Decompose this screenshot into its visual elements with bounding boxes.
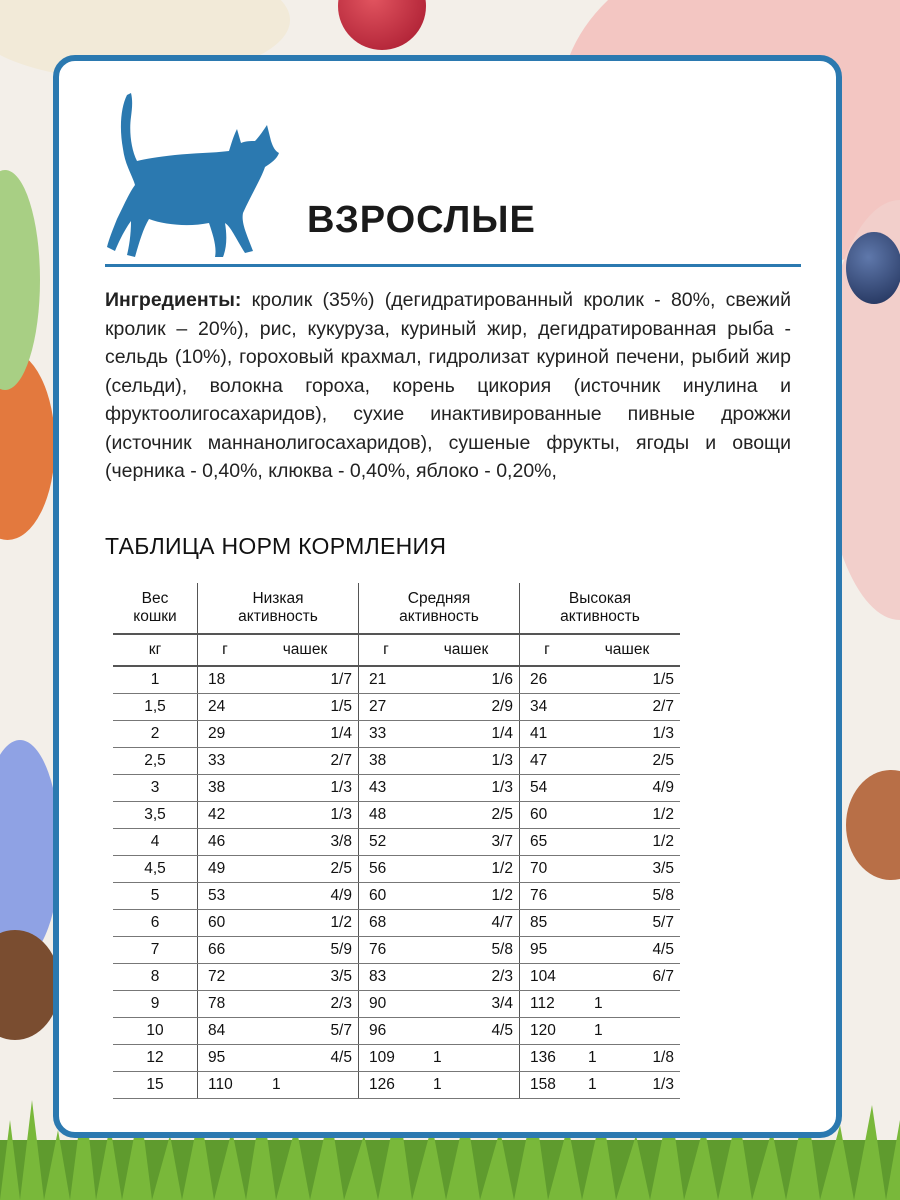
cell-high-cups: 1/2 [574,802,680,829]
table-row [113,1018,680,1045]
cell-low-cups: 4/5 [252,1045,359,1072]
cell-weight-kg: 5 [113,883,198,910]
cranberry-decoration [338,0,426,50]
table-header-row [113,583,680,634]
subheader-g-low: г [198,634,253,666]
cell-medium-g: 38 [359,748,414,775]
cell-high-g: 95 [520,937,575,964]
cell-medium-g: 68 [359,910,414,937]
table-row [113,910,680,937]
cell-high-cups: 1 1/8 [574,1045,680,1072]
header-weight [113,583,198,634]
header-medium-activity: Средняя активность [359,583,520,634]
cell-medium-cups: 2/9 [413,694,520,721]
cell-low-cups: 1/3 [252,802,359,829]
header-low-activity: Низкая активность [198,583,359,634]
cell-low-g: 53 [198,883,253,910]
cell-high-cups: 6/7 [574,964,680,991]
table-row [113,856,680,883]
subheader-cups-high: чашек [574,634,680,666]
cell-low-g: 46 [198,829,253,856]
cell-high-g: 65 [520,829,575,856]
table-row [113,775,680,802]
cell-medium-g: 60 [359,883,414,910]
cell-low-cups: 5/9 [252,937,359,964]
cell-low-cups: 2/3 [252,991,359,1018]
cell-medium-cups: 5/8 [413,937,520,964]
cell-high-cups: 1 [574,991,680,1018]
cell-high-g: 47 [520,748,575,775]
mushroom-decoration [0,930,60,1040]
cell-high-g: 54 [520,775,575,802]
cell-weight-kg: 4 [113,829,198,856]
cell-high-g: 112 [520,991,575,1018]
cell-low-g: 110 [198,1072,253,1099]
cell-medium-g: 27 [359,694,414,721]
cell-low-g: 42 [198,802,253,829]
cell-medium-cups: 1 [413,1072,520,1099]
table-row [113,1045,680,1072]
cell-medium-g: 76 [359,937,414,964]
rice-bowl-decoration [846,770,900,880]
cell-weight-kg: 9 [113,991,198,1018]
cell-high-cups: 1/2 [574,829,680,856]
cell-high-cups: 1/3 [574,721,680,748]
cell-high-g: 34 [520,694,575,721]
cell-medium-g: 90 [359,991,414,1018]
cell-low-cups: 4/9 [252,883,359,910]
cell-high-g: 158 [520,1072,575,1099]
cell-low-cups: 1/7 [252,666,359,694]
cell-low-cups: 1/5 [252,694,359,721]
table-row [113,748,680,775]
cell-medium-cups: 1/4 [413,721,520,748]
subheader-cups-low: чашек [252,634,359,666]
cell-low-g: 18 [198,666,253,694]
subheader-cups-medium: чашек [413,634,520,666]
cell-weight-kg: 2 [113,721,198,748]
cell-medium-cups: 4/7 [413,910,520,937]
cell-high-cups: 3/5 [574,856,680,883]
table-row [113,666,680,694]
cell-low-g: 84 [198,1018,253,1045]
cell-low-g: 78 [198,991,253,1018]
cell-medium-cups: 3/4 [413,991,520,1018]
cell-low-g: 49 [198,856,253,883]
cell-weight-kg: 3 [113,775,198,802]
cell-low-cups: 1/3 [252,775,359,802]
table-row [113,1072,680,1099]
cell-high-g: 120 [520,1018,575,1045]
cell-high-g: 104 [520,964,575,991]
cell-medium-cups: 1/3 [413,775,520,802]
cell-medium-g: 109 [359,1045,414,1072]
cell-low-g: 95 [198,1045,253,1072]
cell-low-g: 38 [198,775,253,802]
ingredients-label: Ингредиенты: [105,289,242,311]
cell-medium-cups: 1/3 [413,748,520,775]
cell-high-g: 85 [520,910,575,937]
cell-medium-g: 126 [359,1072,414,1099]
cat-icon [105,89,290,269]
cell-low-cups: 5/7 [252,1018,359,1045]
table-row [113,829,680,856]
cell-medium-cups: 1/6 [413,666,520,694]
cell-medium-cups: 2/5 [413,802,520,829]
table-row [113,802,680,829]
cell-low-g: 33 [198,748,253,775]
cell-high-cups: 1/5 [574,666,680,694]
cell-low-cups: 3/8 [252,829,359,856]
cell-high-g: 41 [520,721,575,748]
table-title: ТАБЛИЦА НОРМ КОРМЛЕНИЯ [105,533,447,559]
cell-medium-g: 83 [359,964,414,991]
cell-low-cups: 2/7 [252,748,359,775]
table-row [113,721,680,748]
cell-medium-g: 56 [359,856,414,883]
cell-low-cups: 1 [252,1072,359,1099]
cell-high-g: 76 [520,883,575,910]
cell-weight-kg: 4,5 [113,856,198,883]
cell-weight-kg: 1,5 [113,694,198,721]
cell-weight-kg: 1 [113,666,198,694]
cell-high-g: 136 [520,1045,575,1072]
cell-medium-g: 33 [359,721,414,748]
header-high-activity: Высокая активность [520,583,681,634]
cell-medium-cups: 1/2 [413,856,520,883]
subheader-g-medium: г [359,634,414,666]
cell-medium-cups: 2/3 [413,964,520,991]
cell-low-g: 29 [198,721,253,748]
cell-high-cups: 5/8 [574,883,680,910]
cell-medium-cups: 4/5 [413,1018,520,1045]
cell-low-g: 24 [198,694,253,721]
ingredients-paragraph [105,286,791,486]
cell-weight-kg: 15 [113,1072,198,1099]
cell-medium-g: 48 [359,802,414,829]
table-row [113,694,680,721]
cell-medium-g: 52 [359,829,414,856]
divider [105,264,801,267]
subheader-kg: кг [113,634,198,666]
cell-low-cups: 1/4 [252,721,359,748]
cell-low-cups: 3/5 [252,964,359,991]
flower-decoration [0,740,60,960]
cell-high-g: 70 [520,856,575,883]
cell-medium-g: 21 [359,666,414,694]
cell-low-cups: 2/5 [252,856,359,883]
cell-low-cups: 1/2 [252,910,359,937]
cell-weight-kg: 7 [113,937,198,964]
ingredients-text: кролик (35%) (дегидратированный кролик - 80%, свежий кролик – 20%), рис, кукуруза, куриный жир, дегидратированная рыба - сельдь (10%), гороховый крахмал, гидролизат куриной печени, рыбий жир (сельди), волокна гороха, корень цикория (источник инулина и фруктоолигосахаридов), сухие инактивированные пивные дрожжи (источник маннанолигосахаридов), сушеные фрукты, ягоды и овощи (черника - 0,40%, клюква - 0,40%, яблоко - 0,20%, [105,289,791,482]
header-weight-label: Вес кошки [133,590,177,625]
cell-high-cups: 4/5 [574,937,680,964]
table-body [113,666,680,1099]
table-row [113,991,680,1018]
cell-high-g: 26 [520,666,575,694]
cell-medium-cups: 1/2 [413,883,520,910]
leek-decoration [0,170,40,390]
cell-high-g: 60 [520,802,575,829]
cell-medium-g: 96 [359,1018,414,1045]
cell-medium-cups: 3/7 [413,829,520,856]
cell-high-cups: 2/5 [574,748,680,775]
page-title: ВЗРОСЛЫЕ [307,199,536,241]
table-row [113,937,680,964]
cell-weight-kg: 3,5 [113,802,198,829]
table-row [113,883,680,910]
subheader-g-high: г [520,634,575,666]
cell-high-cups: 5/7 [574,910,680,937]
cell-high-cups: 1 [574,1018,680,1045]
cell-weight-kg: 12 [113,1045,198,1072]
table-row [113,964,680,991]
blueberry-decoration [846,232,900,304]
cell-low-g: 72 [198,964,253,991]
cell-weight-kg: 10 [113,1018,198,1045]
cell-medium-cups: 1 [413,1045,520,1072]
feeding-table [113,583,680,1099]
feeding-card [53,55,842,1138]
cell-medium-g: 43 [359,775,414,802]
cell-weight-kg: 8 [113,964,198,991]
cell-low-g: 60 [198,910,253,937]
cell-high-cups: 2/7 [574,694,680,721]
cell-high-cups: 4/9 [574,775,680,802]
table-subheader-row [113,634,680,666]
cell-low-g: 66 [198,937,253,964]
cell-weight-kg: 2,5 [113,748,198,775]
cell-high-cups: 1 1/3 [574,1072,680,1099]
cell-weight-kg: 6 [113,910,198,937]
